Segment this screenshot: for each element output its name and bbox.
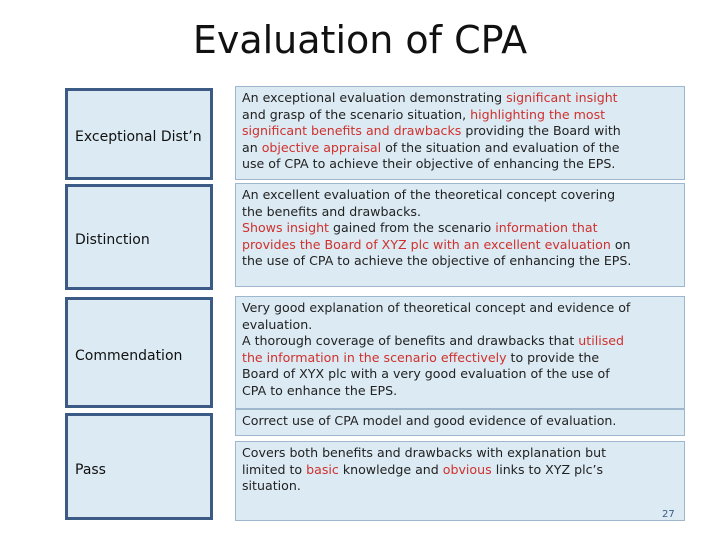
- highlighted-text: information that: [495, 220, 598, 236]
- grade-description-distinction: [235, 183, 685, 287]
- description-text: evaluation.: [242, 316, 313, 332]
- description-text: Very good explanation of theoretical concept and evidence of: [242, 300, 631, 315]
- description-text: on: [610, 236, 631, 252]
- grade-label-text: Exceptional Dist’n: [75, 129, 202, 145]
- highlighted-text: the information in the scenario effectively: [242, 349, 507, 365]
- description-text: the use of CPA to achieve the objective of enhancing the EPS.: [242, 253, 632, 269]
- description-line: [242, 187, 678, 204]
- description-line: [242, 445, 678, 462]
- highlighted-text: objective appraisal: [261, 139, 382, 155]
- grade-label-commendation: [65, 297, 213, 408]
- description-text: Board of XYX plc with a very good evaluation of the use of: [242, 366, 610, 382]
- grade-label-distinction: [65, 184, 213, 290]
- description-text: providing the Board with: [461, 123, 621, 139]
- description-line: [242, 478, 678, 495]
- description-text: An excellent evaluation of the theoretical concept covering: [242, 187, 616, 202]
- description-line: [242, 237, 678, 254]
- description-line: [242, 156, 678, 173]
- slide-title: Evaluation of CPA: [192, 18, 528, 62]
- grade-description-pass: [235, 441, 685, 521]
- description-text: of the situation and evaluation of the: [381, 139, 620, 155]
- grade-description-exceptional: [235, 86, 685, 180]
- grade-label-exceptional: [65, 88, 213, 180]
- description-text: use of CPA to achieve their objective of enhancing the EPS.: [242, 156, 616, 172]
- description-text: CPA to enhance the EPS.: [242, 382, 398, 398]
- description-line: [242, 350, 678, 367]
- description-text: gained from the scenario: [329, 220, 496, 236]
- highlighted-text: highlighting the most: [470, 106, 606, 122]
- description-text: and grasp of the scenario situation,: [242, 106, 471, 122]
- grade-label-text: Distinction: [75, 232, 150, 248]
- description-line: [242, 317, 678, 334]
- highlighted-text: Shows insight: [242, 220, 330, 236]
- grade-description-commendation: [235, 296, 685, 409]
- description-text: knowledge and: [338, 461, 443, 477]
- description-text: Covers both benefits and drawbacks with explanation but: [242, 445, 607, 460]
- highlighted-text: utilised: [578, 333, 625, 349]
- description-line: [242, 366, 678, 383]
- description-line: [242, 462, 678, 479]
- description-text: links to XYZ plc’s: [491, 461, 604, 477]
- description-text: an: [242, 139, 262, 155]
- description-text: situation.: [242, 478, 301, 494]
- grade-description-good-evidence: [235, 409, 685, 436]
- page-number: 27: [662, 509, 675, 520]
- description-line: [242, 333, 678, 350]
- description-line: [242, 90, 678, 107]
- description-line: [242, 123, 678, 140]
- description-text: the benefits and drawbacks.: [242, 203, 421, 219]
- description-line: [242, 140, 678, 157]
- highlighted-text: basic: [306, 461, 339, 477]
- description-text: limited to: [242, 461, 307, 477]
- grade-label-pass: [65, 413, 213, 520]
- highlighted-text: significant insight: [506, 90, 618, 105]
- grade-label-text: Pass: [75, 461, 106, 478]
- description-line: [242, 300, 678, 317]
- grade-label-text: Commendation: [75, 347, 183, 364]
- description-line: [242, 220, 678, 237]
- description-line: [242, 253, 678, 270]
- description-line: [242, 383, 678, 400]
- description-line: [242, 204, 678, 221]
- description-text: An exceptional evaluation demonstrating: [242, 90, 507, 105]
- description-line: [242, 413, 678, 430]
- highlighted-text: obvious: [442, 461, 492, 477]
- description-text: to provide the: [506, 349, 600, 365]
- highlighted-text: significant benefits and drawbacks: [242, 123, 462, 139]
- description-line: [242, 107, 678, 124]
- description-text: A thorough coverage of benefits and drawbacks that: [242, 333, 579, 349]
- highlighted-text: provides the Board of XYZ plc with an excellent evaluation: [242, 236, 611, 252]
- description-text: Correct use of CPA model and good evidence of evaluation.: [242, 413, 617, 428]
